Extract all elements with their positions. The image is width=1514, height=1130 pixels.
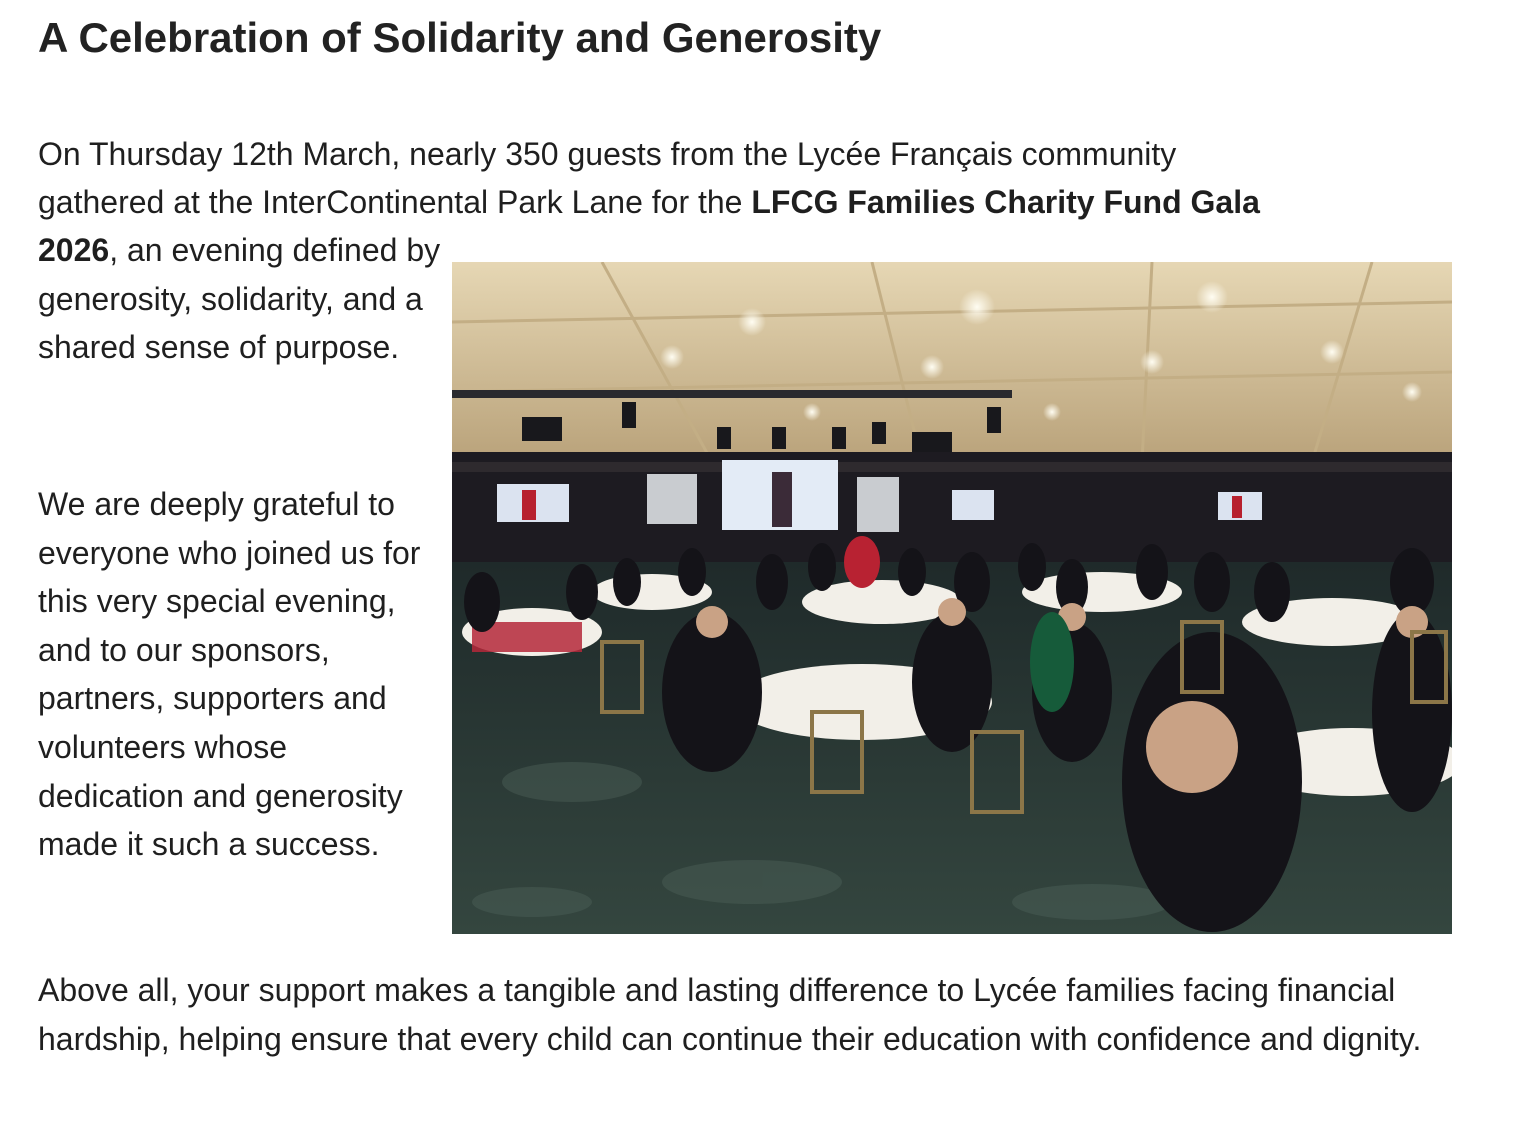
- intro-line-2: gathered at the InterContinental Park Lane for the LFCG Families Charity Fund Gala: [38, 184, 1260, 220]
- gala-name: LFCG Families Charity Fund Gala: [751, 184, 1260, 220]
- lighting-truss: [452, 390, 1012, 398]
- article-title: A Celebration of Solidarity and Generosity: [38, 14, 882, 61]
- foreground-guest-head: [1146, 701, 1238, 793]
- gala-ballroom-photo: [452, 262, 1452, 934]
- impact-paragraph: Above all, your support makes a tangible and lasting difference to Lycée families facing financial hardship, helping ensure that every child can continue their education with confidence and dignity.: [38, 972, 1422, 1057]
- intro-line-1: On Thursday 12th March, nearly 350 guests from the Lycée Français community: [38, 136, 1177, 172]
- gratitude-paragraph: We are deeply grateful to everyone who joined us for this very special evening, and to our sponsors, partners, supporters and volunteers whose dedication and generosity made it such a success.: [38, 486, 421, 863]
- intro-wrapped: 2026, an evening defined by generosity, solidarity, and a shared sense of purpose.: [38, 232, 441, 366]
- side-screen-right: [952, 490, 994, 520]
